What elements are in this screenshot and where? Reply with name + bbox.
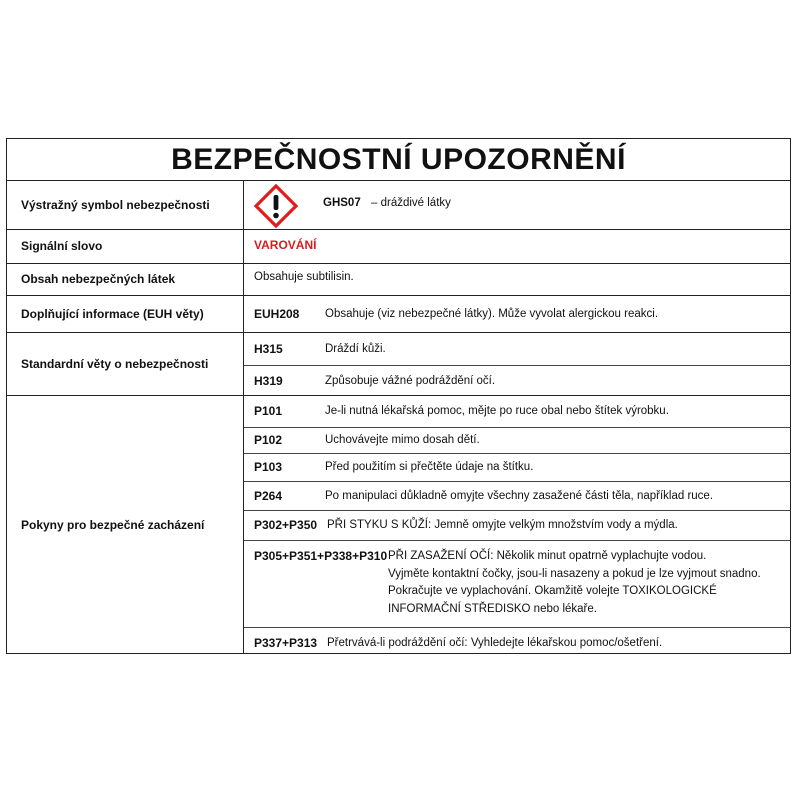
precaution-text: Je-li nutná lékařská pomoc, mějte po ruce obal nebo štítek výrobku.: [325, 405, 669, 417]
label-title: BEZPEČNOSTNÍ UPOZORNĚNÍ: [7, 139, 790, 181]
precaution-line: Vyjměte kontaktní čočky, jsou-li nasazeny a pokud je lze vyjmout snadno.: [388, 567, 761, 580]
precaution-text: PŘI STYKU S KŮŽÍ: Jemně omyjte velkým množstvím vody a mýdla.: [327, 519, 678, 531]
precaution-code: P264: [254, 489, 283, 503]
precaution-text: Uchovávejte mimo dosah dětí.: [325, 434, 480, 446]
row-label-precaution: Pokyny pro bezpečné zacházení: [21, 518, 205, 532]
symbol-text: [323, 197, 361, 209]
divider: [243, 627, 791, 628]
row-label-euh: Doplňující informace (EUH věty): [21, 306, 204, 321]
precaution-text-multiline: [388, 548, 761, 618]
precaution-code: P302+P350: [254, 518, 318, 532]
row-label-substances: Obsah nebezpečných látek: [21, 272, 176, 286]
divider: [243, 427, 791, 428]
column-divider: [243, 181, 244, 653]
precaution-code: P337+P313: [254, 636, 318, 650]
precaution-code: P102: [254, 433, 283, 447]
euh-text: Obsahuje (viz nebezpečné látky). Může vyvolat alergickou reakci.: [325, 308, 659, 320]
substances-text: Obsahuje subtilisin.: [254, 271, 354, 283]
hazard-code: H319: [254, 374, 283, 388]
precaution-line: PŘI ZASAŽENÍ OČÍ: Několik minut opatrně vyplachujte vodou.: [388, 550, 707, 562]
precaution-text: Před použitím si přečtěte údaje na štítku.: [325, 461, 534, 473]
hazard-text: Dráždí kůži.: [325, 343, 386, 355]
precaution-code: P101: [254, 404, 283, 418]
precaution-text: Přetrvává-li podráždění očí: Vyhledejte lékařskou pomoc/ošetření.: [327, 637, 663, 649]
euh-code: EUH208: [254, 307, 300, 321]
precaution-text: Po manipulaci důkladně omyjte všechny zasažené části těla, například ruce.: [325, 490, 714, 502]
divider: [243, 540, 791, 541]
divider: [243, 365, 791, 366]
ghs07-exclamation-icon: [254, 184, 298, 228]
symbol-description: – dráždivé látky: [371, 197, 451, 209]
symbol-code: GHS07: [323, 197, 361, 209]
divider: [243, 481, 791, 482]
hazard-text: Způsobuje vážné podráždění očí.: [325, 375, 496, 387]
row-label-hazard: Standardní věty o nebezpečnosti: [21, 356, 209, 371]
row-label-symbol: Výstražný symbol nebezpečnosti: [21, 198, 210, 212]
divider: [243, 453, 791, 454]
precaution-line: INFORMAČNÍ STŘEDISKO nebo lékaře.: [388, 602, 597, 615]
signal-word: VAROVÁNÍ: [254, 238, 317, 252]
hazard-code: H315: [254, 342, 283, 356]
divider: [243, 510, 791, 511]
safety-label: [6, 138, 791, 654]
precaution-line: Pokračujte ve vyplachování. Okamžitě volejte TOXIKOLOGICKÉ: [388, 585, 717, 597]
precaution-code: P305+P351+P338+P310: [254, 549, 388, 563]
row-label-signal: Signální slovo: [21, 239, 103, 253]
precaution-code: P103: [254, 460, 283, 474]
